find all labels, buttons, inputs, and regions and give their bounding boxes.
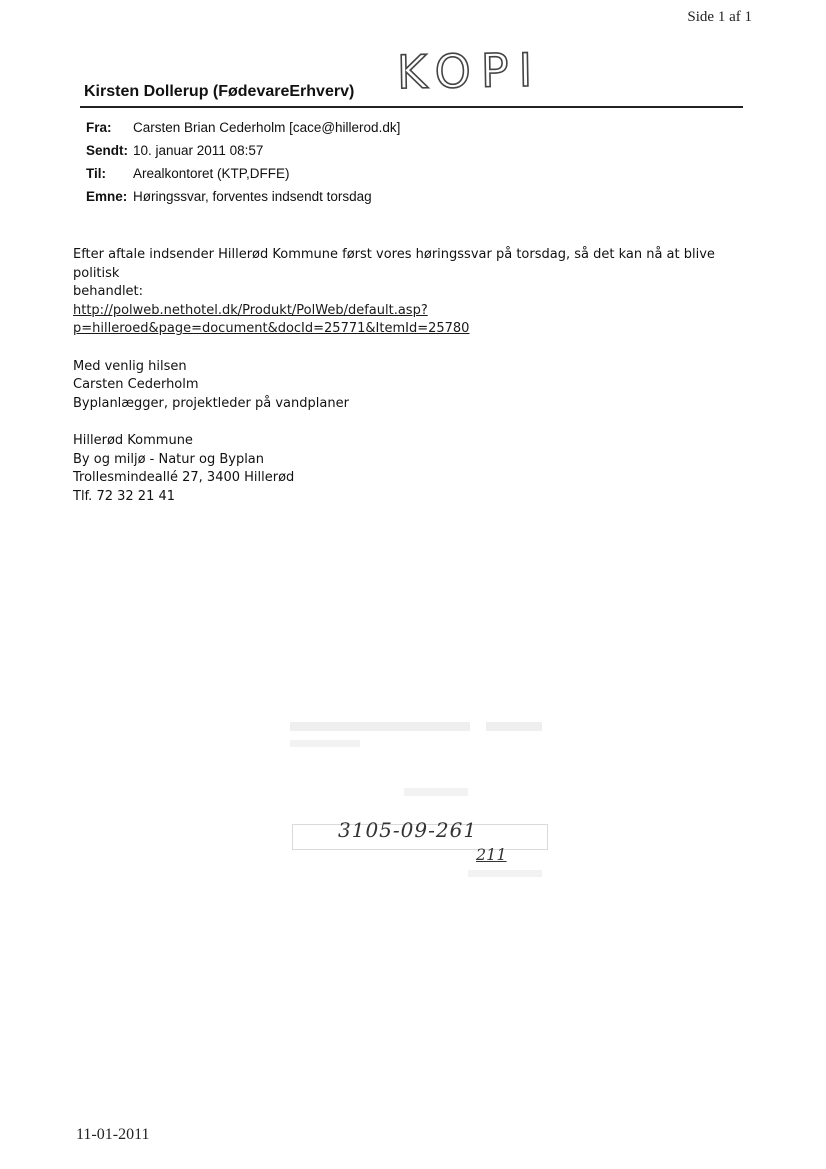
- signature-phone: Tlf. 72 32 21 41: [73, 488, 176, 504]
- journal-sub-number: 211: [476, 845, 507, 864]
- sender-name: Kirsten Dollerup (FødevareErhverv): [84, 83, 355, 100]
- document-link-part-2[interactable]: p=hilleroed&page=document&docId=25771&ItemId=25780: [73, 321, 470, 337]
- document-link-part-1[interactable]: http://polweb.nethotel.dk/Produkt/PolWeb/default.asp?: [73, 302, 428, 318]
- body-line-1: Efter aftale indsender Hillerød Kommune først vores høringssvar på torsdag, så det kan nå at blive politisk: [73, 247, 715, 281]
- from-label: Fra:: [86, 120, 112, 135]
- to-label: Til:: [86, 166, 106, 181]
- to-value: Arealkontoret (KTP,DFFE): [133, 166, 290, 181]
- page-number: Side 1 af 1: [687, 9, 752, 25]
- faint-stamp-line-2: [486, 722, 542, 731]
- subject-value: Høringssvar, forventes indsendt torsdag: [133, 189, 372, 204]
- subject-row: [86, 189, 400, 212]
- signature-dept: By og miljø - Natur og Byplan: [73, 451, 265, 467]
- signature-address: Trollesmindeallé 27, 3400 Hillerød: [73, 470, 295, 486]
- faint-stamp-line-4: [404, 788, 468, 796]
- signature-title: Byplanlægger, projektleder på vandplaner: [73, 395, 349, 411]
- header-divider: [80, 106, 743, 108]
- sent-row: [86, 143, 400, 166]
- subject-label: Emne:: [86, 189, 128, 204]
- faint-stamp-line-3: [290, 740, 360, 747]
- signature-name: Carsten Cederholm: [73, 377, 199, 393]
- kopi-stamp: KOPI: [396, 42, 543, 100]
- faint-stamp-line-1: [290, 722, 470, 731]
- sent-label: Sendt:: [86, 143, 128, 158]
- sent-value: 10. januar 2011 08:57: [133, 143, 264, 158]
- to-row: [86, 166, 400, 189]
- email-body: [73, 246, 753, 506]
- from-value: Carsten Brian Cederholm [cace@hillerod.dk]: [133, 120, 401, 135]
- journal-number: 3105-09-261: [338, 818, 478, 842]
- journal-stamp: [286, 718, 556, 888]
- signature-greeting: Med venlig hilsen: [73, 358, 187, 374]
- footer-date: 11-01-2011: [76, 1126, 150, 1143]
- from-row: [86, 120, 400, 143]
- faint-stamp-line-5: [468, 870, 542, 877]
- signature-org: Hillerød Kommune: [73, 432, 193, 448]
- body-line-2: behandlet:: [73, 284, 144, 300]
- email-header: [86, 120, 400, 212]
